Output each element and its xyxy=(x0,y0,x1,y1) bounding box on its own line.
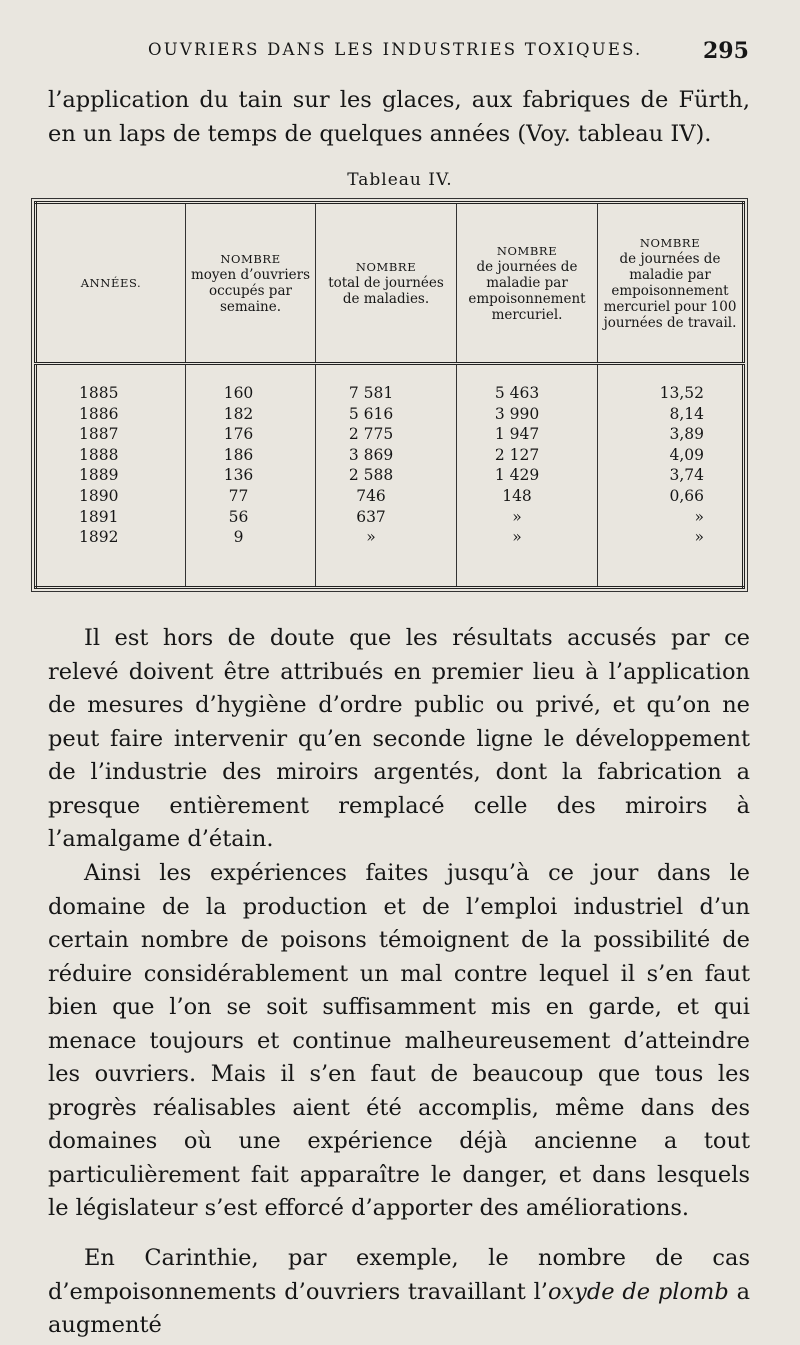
cell-poison-days: 5 463 xyxy=(494,384,540,402)
cell-workers: 56 xyxy=(228,507,249,526)
cell-year: 1892 xyxy=(79,528,119,547)
cell-rate: 4,09 xyxy=(669,445,704,464)
column-poison-days xyxy=(457,364,598,588)
cell-total-days: 746 xyxy=(356,486,386,505)
cell-year: 1889 xyxy=(79,466,119,485)
cell-year: 1887 xyxy=(79,425,119,444)
cell-year: 1888 xyxy=(79,445,119,464)
cell-total-days: 7 581 xyxy=(348,384,394,402)
table-wrapper xyxy=(34,201,742,589)
data-table xyxy=(34,201,745,589)
cell-rate: 3,74 xyxy=(669,466,704,485)
paragraph-experiences: Ainsi les expériences faites jusqu’à ce jour dans le domaine de la production et de l’emploi industriel d’un certain nombre de poisons témoignent de la possibilité de réduire considérablement un mal contre lequel il s’en faut bien que l’on se soit suffisamment mis en garde, et qui menace toujours et continue malheureusement d’atteindre les ouvriers. Mais il s’en faut de beaucoup que tous les progrès réalisables aient été accomplis, même dans des domaines où une expérience déjà ancienne a tout particulièrement fait apparaître le danger, et dans lesquels le législateur s’est efforcé d’apporter des améliorations. xyxy=(48,860,750,1221)
p3-start: En Carinthie, par exemple, le nombre de cas d’empoisonnements d’ouvriers travaillant l’ xyxy=(48,1245,750,1305)
cell-total-days: 2 588 xyxy=(348,466,394,485)
cell-year: 1891 xyxy=(79,507,119,526)
cell-rate: » xyxy=(694,528,704,547)
p3-italic: oxyde de plomb xyxy=(547,1278,729,1305)
cell-total-days: » xyxy=(366,528,376,547)
cell-poison-days: 1 429 xyxy=(494,466,540,485)
table-body xyxy=(36,364,744,588)
table-caption xyxy=(0,170,800,190)
cell-total-days: 2 775 xyxy=(348,425,394,444)
cell-poison-days: 1 947 xyxy=(494,425,540,444)
cell-rate: 0,66 xyxy=(669,486,704,505)
cell-workers: 136 xyxy=(223,466,254,485)
cell-poison-days: » xyxy=(512,528,522,547)
cell-workers: 176 xyxy=(223,425,254,444)
header-year: ANNÉES. xyxy=(36,203,186,364)
header-poison-days: NOMBRE de journées de maladie par empoisonnement mercuriel. xyxy=(457,203,598,364)
column-workers xyxy=(186,364,316,588)
paragraph-conclusion: Il est hors de doute que les résultats accusés par ce relevé doivent être attribués en premier lieu à l’application de mesures d’hygiène d’ordre public ou privé, et qu’on ne peut faire intervenir qu’en seconde ligne le développement de l’industrie des miroirs argentés, dont la fabrication a presque entièrement remplacé celle des miroirs à l’amalgame d’étain. xyxy=(48,625,750,852)
cell-year: 1886 xyxy=(79,404,119,423)
header-total-days: NOMBRE total de journées de maladies. xyxy=(316,203,457,364)
column-years xyxy=(36,364,186,588)
cell-workers: 186 xyxy=(223,445,254,464)
page-number: 295 xyxy=(703,38,749,64)
cell-total-days: 637 xyxy=(356,507,386,526)
cell-poison-days: 2 127 xyxy=(494,445,540,464)
cell-workers: 9 xyxy=(233,528,244,547)
cell-poison-days: 3 990 xyxy=(494,404,540,423)
running-title: OUVRIERS DANS LES INDUSTRIES TOXIQUES. xyxy=(148,40,643,59)
cell-rate: 8,14 xyxy=(669,404,704,423)
cell-workers: 77 xyxy=(228,486,249,505)
header-rate: NOMBRE de journées de maladie par empoisonnement mercuriel pour 100 journées de travail. xyxy=(598,203,744,364)
intro-paragraph: l’application du tain sur les glaces, aux fabriques de Fürth, en un laps de temps de quelques années (Voy. tableau IV). xyxy=(48,87,750,147)
cell-total-days: 3 869 xyxy=(348,445,394,464)
cell-workers: 160 xyxy=(223,384,254,402)
cell-total-days: 5 616 xyxy=(348,404,394,423)
cell-rate: » xyxy=(694,507,704,526)
cell-year: 1885 xyxy=(79,384,119,402)
cell-poison-days: » xyxy=(512,507,522,526)
column-rate xyxy=(598,364,744,588)
cell-rate: 3,89 xyxy=(669,425,704,444)
cell-poison-days: 148 xyxy=(502,486,532,505)
cell-workers: 182 xyxy=(223,404,254,423)
cell-year: 1890 xyxy=(79,486,119,505)
paragraph-carinthie xyxy=(48,1242,750,1343)
cell-rate: 13,52 xyxy=(659,384,704,402)
p3-end: a augmenté xyxy=(48,1278,750,1338)
column-total-days xyxy=(316,364,457,588)
table-header-row xyxy=(36,203,744,364)
table-caption-text: Tableau IV. xyxy=(347,170,453,190)
running-head xyxy=(0,38,800,68)
header-workers: NOMBRE moyen d’ouvriers occupés par semaine. xyxy=(186,203,316,364)
